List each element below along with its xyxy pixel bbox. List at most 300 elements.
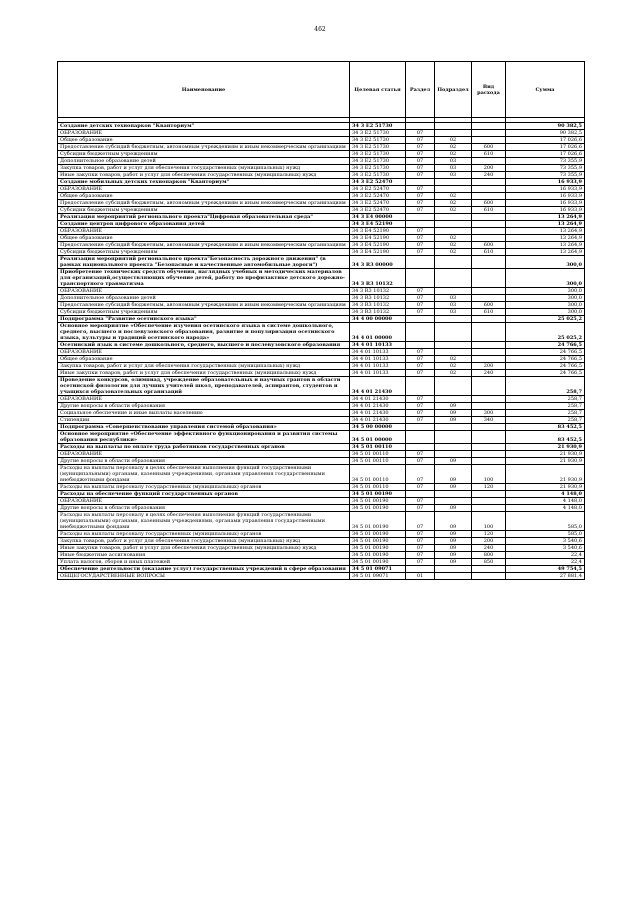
table-row (58, 538, 585, 545)
cell-subsection: 02 (435, 151, 472, 158)
table-row (58, 498, 585, 505)
cell-expense-type (472, 573, 506, 580)
cell-sum: 13 264,9 (506, 221, 585, 228)
cell-section: 07 (406, 151, 435, 158)
page-number: 462 (314, 26, 326, 33)
cell-sum: 49 754,5 (506, 566, 585, 573)
cell-target: 34 3 E2 51730 (350, 151, 406, 158)
table-row (58, 214, 585, 221)
cell-name: Реализация мероприятий регионального проекта"Цифровая образовательная среда" (58, 214, 350, 221)
cell-subsection: 09 (435, 484, 472, 491)
cell-subsection (435, 186, 472, 193)
cell-sum: 13 264,9 (506, 242, 585, 249)
cell-section: 07 (406, 302, 435, 309)
cell-expense-type (472, 214, 506, 221)
cell-section: 07 (406, 396, 435, 403)
cell-subsection: 09 (435, 552, 472, 559)
cell-name: Создание детских технопарков "Кванториум" (58, 123, 350, 130)
cell-subsection (435, 228, 472, 235)
cell-section: 07 (406, 172, 435, 179)
cell-section (406, 316, 435, 323)
cell-subsection: 02 (435, 207, 472, 214)
table-row (58, 256, 585, 269)
table-row (58, 465, 585, 484)
cell-target: 34 4 01 21430 (350, 417, 406, 424)
cell-section: 07 (406, 484, 435, 491)
cell-name: Общее образование (58, 137, 350, 144)
cell-name: ОБРАЗОВАНИЕ (58, 451, 350, 458)
cell-name: Иные закупки товаров, работ и услуг для обеспечения государственных (муниципальных) нужд (58, 172, 350, 179)
table-row (58, 512, 585, 531)
table-row (58, 302, 585, 309)
cell-target: 34 5 01 00110 (350, 484, 406, 491)
cell-subsection (435, 214, 472, 221)
cell-name: ОБЩЕГОСУДАРСТВЕННЫЕ ВОПРОСЫ (58, 573, 350, 580)
cell-name: Уплата налогов, сборов и иных платежей (58, 559, 350, 566)
cell-subsection: 09 (435, 531, 472, 538)
cell-sum: 90 382,5 (506, 123, 585, 130)
cell-expense-type (472, 316, 506, 323)
cell-name: Обеспечение деятельности (оказание услуг) государственных учреждений в сфере образования (58, 566, 350, 573)
cell-section: 07 (406, 288, 435, 295)
cell-expense-type: 240 (472, 172, 506, 179)
cell-target: 34 3 R3 10132 (350, 309, 406, 316)
cell-section (406, 179, 435, 186)
cell-target: 34 3 E2 52470 (350, 207, 406, 214)
table-row (58, 396, 585, 403)
cell-expense-type: 200 (472, 538, 506, 545)
cell-expense-type (472, 130, 506, 137)
table-body (58, 118, 585, 580)
cell-name: Другие вопросы в области образования (58, 458, 350, 465)
cell-name: Общее образование (58, 235, 350, 242)
cell-subsection: 09 (435, 538, 472, 545)
cell-target: 34 3 R3 10132 (350, 288, 406, 295)
cell-name: Основное мероприятие «Обеспечение изучения осетинского языка в системе дошкольного, среднего, высшего и послевузовского образования, развитие и популяризация осетинского языка, культуры и традиций осетинского народа» (58, 323, 350, 342)
cell-subsection (435, 498, 472, 505)
cell-expense-type (472, 228, 506, 235)
cell-target: 34 3 E4 52190 (350, 228, 406, 235)
table-row (58, 451, 585, 458)
cell-section (406, 214, 435, 221)
cell-expense-type (472, 491, 506, 498)
cell-section: 07 (406, 228, 435, 235)
cell-subsection: 02 (435, 363, 472, 370)
cell-sum: 24 766,5 (506, 342, 585, 349)
cell-name: Подпрограмма «Совершенствование управления системой образования» (58, 424, 350, 431)
cell-name: Расходы на выплаты персоналу государственных (муниципальных) органов (58, 531, 350, 538)
cell-sum: 16 933,9 (506, 193, 585, 200)
cell-expense-type: 100 (472, 465, 506, 484)
cell-section (406, 431, 435, 444)
cell-section: 07 (406, 559, 435, 566)
table-row (58, 269, 585, 288)
cell-sum: 4 148,0 (506, 498, 585, 505)
cell-expense-type (472, 235, 506, 242)
cell-sum: 16 933,9 (506, 200, 585, 207)
column-header-subsection: Подраздел (435, 62, 472, 118)
cell-target: 34 3 E2 52470 (350, 179, 406, 186)
cell-sum: 22,4 (506, 552, 585, 559)
cell-name: Приобретение технических средств обучения, наглядных учебных и методических материалов для организаций,осуществляющих обучение детей, работу по профилактике детского дорожно-транспортного травматизма (58, 269, 350, 288)
cell-sum: 22,4 (506, 559, 585, 566)
table-row (58, 417, 585, 424)
cell-section: 07 (406, 193, 435, 200)
cell-sum: 24 766,5 (506, 356, 585, 363)
cell-name: Закупка товаров, работ и услуг для обеспечения государственных (муниципальных) нужд (58, 538, 350, 545)
cell-subsection: 09 (435, 410, 472, 417)
cell-section: 07 (406, 512, 435, 531)
cell-subsection (435, 179, 472, 186)
cell-target: 34 4 00 00000 (350, 316, 406, 323)
cell-target: 34 5 00 00000 (350, 424, 406, 431)
cell-expense-type: 600 (472, 144, 506, 151)
table-header-row (58, 62, 585, 118)
cell-target: 34 5 01 00190 (350, 552, 406, 559)
cell-sum: 3 540,6 (506, 545, 585, 552)
cell-name: Стипендии (58, 417, 350, 424)
cell-name: Расходы на выплаты персоналу в целях обеспечения выполнения функций государственными (муниципальными) органами, казенными учреждениями, органами управления государственными внебюджетными фондами (58, 512, 350, 531)
table-row (58, 228, 585, 235)
cell-section: 07 (406, 144, 435, 151)
cell-name: Закупка товаров, работ и услуг для обеспечения государственных (муниципальных) нужд (58, 363, 350, 370)
cell-section (406, 377, 435, 396)
table-row (58, 200, 585, 207)
table-row (58, 566, 585, 573)
cell-name: Другие вопросы в области образования (58, 403, 350, 410)
cell-target: 34 4 01 21430 (350, 403, 406, 410)
cell-section: 07 (406, 295, 435, 302)
table-row (58, 144, 585, 151)
table-row (58, 221, 585, 228)
cell-name: ОБРАЗОВАНИЕ (58, 228, 350, 235)
cell-target: 34 3 E4 52190 (350, 249, 406, 256)
cell-sum: 16 933,9 (506, 207, 585, 214)
cell-target: 34 3 E4 52190 (350, 221, 406, 228)
cell-sum: 300,0 (506, 256, 585, 269)
cell-target: 34 3 E4 00000 (350, 214, 406, 221)
table-row (58, 552, 585, 559)
cell-name: Проведение конкурсов, олимпиад, учреждение образовательных и научных грантов в области осетинской филологии для лучших учителей школ, преподавателей, аспирантов, студентов и учащихся образовательных организаций (58, 377, 350, 396)
cell-section (406, 256, 435, 269)
cell-subsection (435, 323, 472, 342)
cell-expense-type: 300 (472, 410, 506, 417)
table-row (58, 484, 585, 491)
cell-sum: 21 930,9 (506, 458, 585, 465)
cell-subsection (435, 342, 472, 349)
cell-sum: 27 881,4 (506, 573, 585, 580)
cell-sum: 300,0 (506, 309, 585, 316)
cell-sum: 300,0 (506, 288, 585, 295)
cell-subsection: 02 (435, 356, 472, 363)
cell-section: 07 (406, 505, 435, 512)
cell-expense-type: 610 (472, 309, 506, 316)
cell-target: 34 4 01 21430 (350, 410, 406, 417)
cell-subsection: 02 (435, 242, 472, 249)
cell-section (406, 424, 435, 431)
cell-section: 07 (406, 498, 435, 505)
cell-expense-type (472, 269, 506, 288)
cell-target: 34 5 01 00190 (350, 559, 406, 566)
cell-subsection: 03 (435, 165, 472, 172)
cell-section: 07 (406, 458, 435, 465)
cell-section: 07 (406, 207, 435, 214)
cell-name: ОБРАЗОВАНИЕ (58, 396, 350, 403)
cell-target: 34 5 01 00190 (350, 545, 406, 552)
cell-section: 07 (406, 186, 435, 193)
budget-table (57, 61, 585, 580)
table-row (58, 295, 585, 302)
cell-expense-type: 200 (472, 165, 506, 172)
cell-section: 07 (406, 417, 435, 424)
cell-sum: 21 930,9 (506, 465, 585, 484)
cell-section: 07 (406, 552, 435, 559)
cell-name: ОБРАЗОВАНИЕ (58, 498, 350, 505)
cell-sum: 16 933,9 (506, 179, 585, 186)
cell-target: 34 5 01 09071 (350, 566, 406, 573)
cell-target: 34 5 01 00190 (350, 491, 406, 498)
cell-expense-type (472, 377, 506, 396)
cell-expense-type (472, 186, 506, 193)
table-row (58, 545, 585, 552)
cell-subsection: 09 (435, 458, 472, 465)
cell-name: Предоставление субсидий бюджетным, автономным учреждениям и иным некоммерческим организациям (58, 200, 350, 207)
cell-subsection (435, 123, 472, 130)
cell-target: 34 3 E2 51730 (350, 165, 406, 172)
table-row (58, 342, 585, 349)
cell-subsection: 09 (435, 403, 472, 410)
cell-target: 34 3 E2 51730 (350, 158, 406, 165)
cell-subsection: 09 (435, 505, 472, 512)
cell-section: 07 (406, 249, 435, 256)
table-row (58, 123, 585, 130)
table-row (58, 193, 585, 200)
cell-target: 34 4 01 00000 (350, 323, 406, 342)
cell-sum: 4 148,0 (506, 505, 585, 512)
cell-sum: 25 025,2 (506, 323, 585, 342)
cell-expense-type (472, 158, 506, 165)
cell-subsection (435, 256, 472, 269)
cell-subsection: 09 (435, 465, 472, 484)
cell-expense-type (472, 323, 506, 342)
cell-name: Закупка товаров, работ и услуг для обеспечения государственных (муниципальных) нужд (58, 165, 350, 172)
cell-name: ОБРАЗОВАНИЕ (58, 130, 350, 137)
cell-expense-type: 120 (472, 531, 506, 538)
cell-sum: 13 264,9 (506, 214, 585, 221)
table-row (58, 491, 585, 498)
cell-subsection (435, 288, 472, 295)
cell-subsection (435, 377, 472, 396)
cell-sum: 258,7 (506, 396, 585, 403)
cell-sum: 24 766,5 (506, 363, 585, 370)
cell-expense-type (472, 137, 506, 144)
cell-name: Социальное обеспечение и иные выплаты населению (58, 410, 350, 417)
cell-section: 07 (406, 165, 435, 172)
cell-subsection: 02 (435, 249, 472, 256)
cell-subsection: 03 (435, 309, 472, 316)
cell-name: Основное мероприятие «Обеспечение эффективного функционирования и развития системы образования республики» (58, 431, 350, 444)
cell-sum: 21 930,9 (506, 484, 585, 491)
cell-name: ОБРАЗОВАНИЕ (58, 349, 350, 356)
table-row (58, 531, 585, 538)
cell-subsection (435, 349, 472, 356)
cell-sum: 21 930,9 (506, 451, 585, 458)
cell-section: 07 (406, 158, 435, 165)
cell-expense-type (472, 221, 506, 228)
cell-sum: 258,7 (506, 417, 585, 424)
table-row (58, 431, 585, 444)
column-header-expense-type: Вид расхода (472, 62, 506, 118)
cell-section: 07 (406, 137, 435, 144)
cell-section: 07 (406, 403, 435, 410)
table-row (58, 424, 585, 431)
cell-name: Создание центров цифрового образования детей (58, 221, 350, 228)
table-row (58, 165, 585, 172)
table-row (58, 363, 585, 370)
cell-target: 34 5 01 00110 (350, 465, 406, 484)
cell-section (406, 566, 435, 573)
cell-section: 07 (406, 531, 435, 538)
cell-target: 34 3 E4 52190 (350, 235, 406, 242)
cell-target: 34 3 E2 52470 (350, 200, 406, 207)
cell-subsection: 03 (435, 158, 472, 165)
cell-sum: 13 264,9 (506, 235, 585, 242)
table-row (58, 249, 585, 256)
cell-expense-type: 600 (472, 242, 506, 249)
cell-section: 07 (406, 309, 435, 316)
cell-section: 07 (406, 538, 435, 545)
cell-sum: 585,0 (506, 531, 585, 538)
cell-section: 07 (406, 451, 435, 458)
cell-name: Субсидии бюджетным учреждениям (58, 207, 350, 214)
cell-sum: 17 026,6 (506, 137, 585, 144)
cell-expense-type: 600 (472, 302, 506, 309)
cell-target: 34 5 01 00190 (350, 531, 406, 538)
cell-expense-type (472, 179, 506, 186)
cell-subsection (435, 566, 472, 573)
cell-subsection: 02 (435, 200, 472, 207)
cell-target: 34 3 E2 52470 (350, 193, 406, 200)
cell-section: 07 (406, 130, 435, 137)
cell-name: Расходы на выплаты персоналу государственных (муниципальных) органов (58, 484, 350, 491)
cell-subsection (435, 316, 472, 323)
cell-name: ОБРАЗОВАНИЕ (58, 186, 350, 193)
cell-sum: 24 766,5 (506, 349, 585, 356)
cell-sum: 90 382,5 (506, 130, 585, 137)
table-row (58, 179, 585, 186)
cell-sum: 585,0 (506, 512, 585, 531)
cell-sum: 25 025,2 (506, 316, 585, 323)
cell-target: 34 5 01 00000 (350, 431, 406, 444)
cell-expense-type (472, 505, 506, 512)
cell-target: 34 4 01 10133 (350, 363, 406, 370)
cell-subsection: 09 (435, 559, 472, 566)
cell-name: Общее образование (58, 356, 350, 363)
cell-sum: 17 026,6 (506, 151, 585, 158)
table-row (58, 288, 585, 295)
cell-subsection (435, 221, 472, 228)
cell-subsection (435, 444, 472, 451)
cell-sum: 258,7 (506, 410, 585, 417)
cell-sum: 3 540,6 (506, 538, 585, 545)
cell-target: 34 3 E2 51730 (350, 123, 406, 130)
cell-target: 34 5 01 09071 (350, 573, 406, 580)
cell-name: Дополнительное образование детей (58, 295, 350, 302)
cell-section: 07 (406, 200, 435, 207)
cell-subsection: 02 (435, 235, 472, 242)
cell-section: 07 (406, 465, 435, 484)
cell-sum: 17 026,6 (506, 144, 585, 151)
cell-expense-type (472, 342, 506, 349)
cell-expense-type: 610 (472, 151, 506, 158)
cell-sum: 73 355,9 (506, 165, 585, 172)
cell-name: Общее образование (58, 193, 350, 200)
cell-sum: 83 452,5 (506, 431, 585, 444)
cell-sum: 300,0 (506, 302, 585, 309)
cell-section: 07 (406, 363, 435, 370)
cell-expense-type (472, 444, 506, 451)
cell-target: 34 4 01 10133 (350, 370, 406, 377)
cell-expense-type: 800 (472, 552, 506, 559)
cell-sum: 258,7 (506, 403, 585, 410)
table-row (58, 172, 585, 179)
table-row (58, 370, 585, 377)
cell-subsection: 09 (435, 545, 472, 552)
table-row (58, 309, 585, 316)
cell-name: Предоставление субсидий бюджетным, автономным учреждениям и иным некоммерческим организациям (58, 144, 350, 151)
cell-target: 34 3 R3 10132 (350, 295, 406, 302)
cell-expense-type (472, 356, 506, 363)
table-row (58, 573, 585, 580)
cell-name: Другие вопросы в области образования (58, 505, 350, 512)
cell-name: Осетинский язык в системе дошкольного, среднего, высшего и послевузовского образования (58, 342, 350, 349)
column-header-section: Раздел (406, 62, 435, 118)
cell-section: 07 (406, 235, 435, 242)
cell-target: 34 5 01 00190 (350, 498, 406, 505)
cell-sum: 13 264,9 (506, 249, 585, 256)
cell-target: 34 3 R3 10132 (350, 302, 406, 309)
table-row (58, 235, 585, 242)
cell-subsection (435, 431, 472, 444)
cell-target: 34 4 01 10133 (350, 356, 406, 363)
cell-subsection: 09 (435, 512, 472, 531)
table-row (58, 410, 585, 417)
cell-sum: 16 933,9 (506, 186, 585, 193)
cell-expense-type (472, 288, 506, 295)
table-row (58, 444, 585, 451)
table-row (58, 559, 585, 566)
cell-name: ОБРАЗОВАНИЕ (58, 288, 350, 295)
cell-expense-type: 850 (472, 559, 506, 566)
cell-expense-type (472, 193, 506, 200)
column-header-sum: Сумма (506, 62, 585, 118)
cell-name: Субсидии бюджетным учреждениям (58, 249, 350, 256)
table-row (58, 505, 585, 512)
cell-section: 07 (406, 356, 435, 363)
cell-name: Реализация мероприятий регионального проекта"Безопасность дорожного движения" (в рамках национального проекта "Безопасные и качественные автомобильные дороги") (58, 256, 350, 269)
cell-expense-type (472, 498, 506, 505)
cell-name: Создание мобильных детских технопарков "Кванториум" (58, 179, 350, 186)
cell-expense-type (472, 403, 506, 410)
cell-subsection: 09 (435, 417, 472, 424)
cell-name: Подпрограмма "Развитие осетинского языка" (58, 316, 350, 323)
cell-sum: 13 264,9 (506, 228, 585, 235)
cell-section (406, 269, 435, 288)
cell-expense-type (472, 349, 506, 356)
cell-target: 34 3 E4 52190 (350, 242, 406, 249)
cell-target: 34 4 01 21430 (350, 396, 406, 403)
table-row (58, 458, 585, 465)
